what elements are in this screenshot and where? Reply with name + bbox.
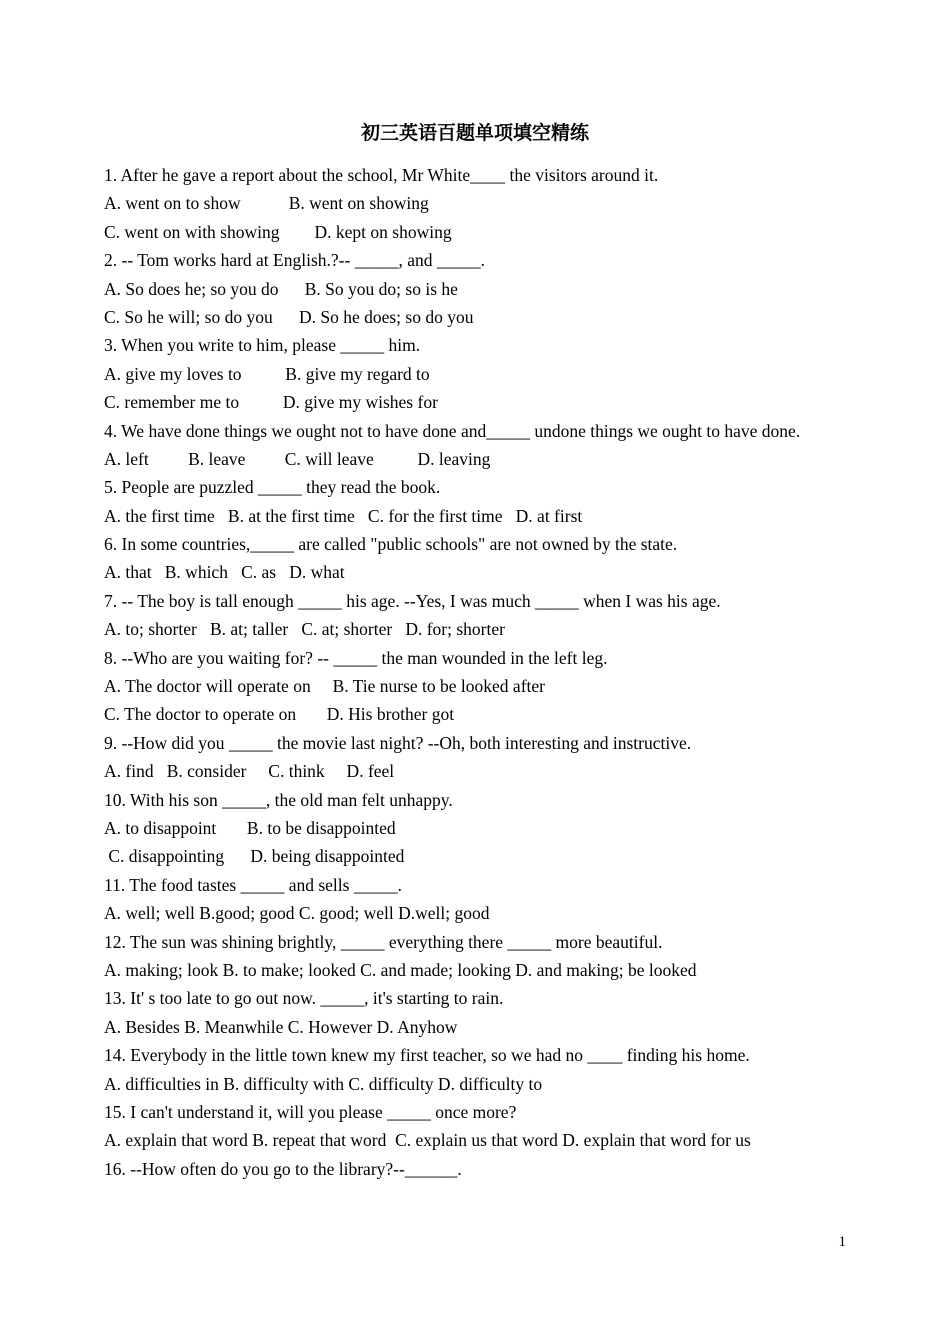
option-line: A. went on to show B. went on showing <box>104 193 429 214</box>
option-line: C. The doctor to operate on D. His brother got <box>104 704 455 725</box>
question-line: 2. -- Tom works hard at English.?-- _____, and _____. <box>104 250 485 271</box>
question-line: 15. I can't understand it, will you please _____ once more? <box>104 1101 517 1122</box>
option-line: A. Besides B. Meanwhile C. However D. Anyhow <box>104 1016 458 1037</box>
question-line: 6. In some countries,_____ are called "public schools" are not owned by the state. <box>104 534 678 555</box>
option-line: A. So does he; so you do B. So you do; so is he <box>104 278 458 299</box>
option-line: A. well; well B.good; good C. good; well D.well; good <box>104 903 490 924</box>
question-list <box>104 161 846 1183</box>
option-line: A. the first time B. at the first time C. for the first time D. at first <box>104 505 583 526</box>
option-line: C. So he will; so do you D. So he does; so do you <box>104 306 474 327</box>
option-line: A. difficulties in B. difficulty with C. difficulty D. difficulty to <box>104 1073 543 1094</box>
option-line: A. The doctor will operate on B. Tie nurse to be looked after <box>104 676 545 697</box>
question-line: 11. The food tastes _____ and sells _____. <box>104 874 402 895</box>
option-line: C. went on with showing D. kept on showing <box>104 221 452 242</box>
question-line: 7. -- The boy is tall enough _____ his age. --Yes, I was much _____ when I was his age. <box>104 590 721 611</box>
page-number: 1 <box>838 1234 846 1250</box>
question-line: 3. When you write to him, please _____ him. <box>104 335 421 356</box>
question-line: 5. People are puzzled _____ they read the book. <box>104 477 441 498</box>
question-line: 10. With his son _____, the old man felt unhappy. <box>104 789 453 810</box>
question-line: 1. After he gave a report about the school, Mr White____ the visitors around it. <box>104 165 659 185</box>
question-line: 12. The sun was shining brightly, _____ everything there _____ more beautiful. <box>104 931 663 952</box>
option-line: C. disappointing D. being disappointed <box>104 846 405 867</box>
option-line: A. find B. consider C. think D. feel <box>104 761 395 782</box>
option-line: A. left B. leave C. will leave D. leaving <box>104 448 491 469</box>
question-line: 14. Everybody in the little town knew my first teacher, so we had no ____ finding his home. <box>104 1045 750 1066</box>
option-line: A. that B. which C. as D. what <box>104 562 345 583</box>
question-line: 16. --How often do you go to the library?--______. <box>104 1158 462 1179</box>
option-line: A. making; look B. to make; looked C. and made; looking D. and making; be looked <box>104 959 697 980</box>
question-line: 4. We have done things we ought not to have done and_____ undone things we ought to have done. <box>104 420 801 441</box>
option-line: A. give my loves to B. give my regard to <box>104 363 430 384</box>
page-title: 初三英语百题单项填空精练 <box>360 122 589 144</box>
question-line: 9. --How did you _____ the movie last night? --Oh, both interesting and instructive. <box>104 732 692 753</box>
option-line: A. to disappoint B. to be disappointed <box>104 818 396 838</box>
option-line: A. explain that word B. repeat that word C. explain us that word D. explain that word for us <box>104 1130 751 1151</box>
option-line: C. remember me to D. give my wishes for <box>104 392 438 413</box>
question-line: 13. It' s too late to go out now. _____, it's starting to rain. <box>104 988 504 1009</box>
question-line: 8. --Who are you waiting for? -- _____ the man wounded in the left leg. <box>104 647 608 668</box>
option-line: A. to; shorter B. at; taller C. at; shorter D. for; shorter <box>104 619 505 640</box>
